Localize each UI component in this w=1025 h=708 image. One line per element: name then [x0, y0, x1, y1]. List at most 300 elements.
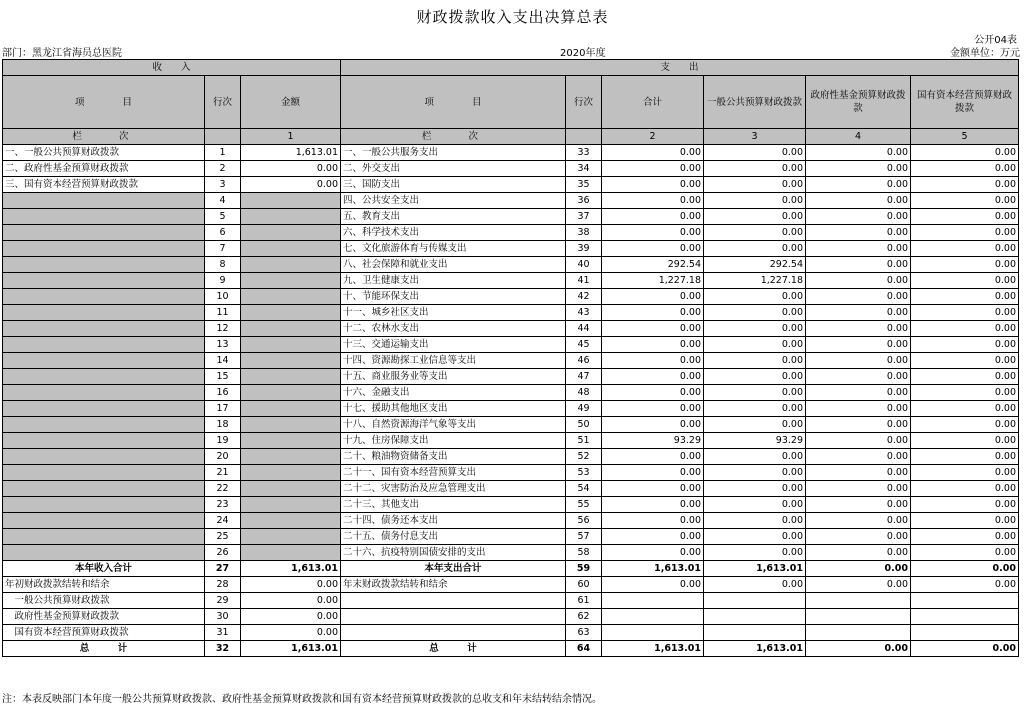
row-general-budget-amount: 0.00 [704, 289, 806, 305]
table-row [3, 577, 1019, 593]
row-total-amount: 0.00 [602, 209, 704, 225]
table-row [3, 193, 1019, 209]
row-left-item [3, 209, 205, 225]
table-row [3, 625, 1019, 641]
row-total-amount: 0.00 [602, 337, 704, 353]
row-right-item: 本年支出合计 [341, 561, 566, 577]
row-general-budget-amount: 0.00 [704, 209, 806, 225]
row-right-item: 六、科学技术支出 [341, 225, 566, 241]
row-left-amount: 0.00 [241, 593, 341, 609]
row-general-budget-amount: 0.00 [704, 241, 806, 257]
row-right-line-no: 64 [566, 641, 602, 657]
header-item-right: 项 目 [341, 76, 566, 129]
row-right-item: 十八、自然资源海洋气象等支出 [341, 417, 566, 433]
row-right-line-no: 54 [566, 481, 602, 497]
row-right-item: 一、一般公共服务支出 [341, 145, 566, 161]
header-item-left: 项 目 [3, 76, 205, 129]
row-left-line-no: 21 [205, 465, 241, 481]
table-row [3, 449, 1019, 465]
final-accounts-table [2, 59, 1019, 657]
row-gov-fund-amount: 0.00 [806, 641, 911, 657]
row-left-amount: 0.00 [241, 625, 341, 641]
row-left-line-no: 24 [205, 513, 241, 529]
row-general-budget-amount: 0.00 [704, 481, 806, 497]
row-total-amount: 292.54 [602, 257, 704, 273]
row-right-line-no: 61 [566, 593, 602, 609]
row-left-line-no: 18 [205, 417, 241, 433]
row-general-budget-amount: 0.00 [704, 369, 806, 385]
row-state-capital-amount: 0.00 [911, 513, 1019, 529]
row-left-amount [241, 545, 341, 561]
row-left-line-no: 26 [205, 545, 241, 561]
row-state-capital-amount: 0.00 [911, 225, 1019, 241]
row-total-amount: 0.00 [602, 305, 704, 321]
row-left-line-no: 9 [205, 273, 241, 289]
row-state-capital-amount: 0.00 [911, 321, 1019, 337]
row-general-budget-amount: 0.00 [704, 497, 806, 513]
row-state-capital-amount: 0.00 [911, 465, 1019, 481]
row-general-budget-amount [704, 609, 806, 625]
table-row [3, 433, 1019, 449]
row-left-line-no: 4 [205, 193, 241, 209]
row-total-amount: 0.00 [602, 161, 704, 177]
row-right-line-no: 33 [566, 145, 602, 161]
row-general-budget-amount: 1,613.01 [704, 641, 806, 657]
row-left-amount: 0.00 [241, 161, 341, 177]
table-row [3, 177, 1019, 193]
column-label-left: 栏 次 [3, 129, 205, 145]
row-left-item [3, 369, 205, 385]
row-gov-fund-amount: 0.00 [806, 193, 911, 209]
row-left-line-no: 6 [205, 225, 241, 241]
row-left-amount: 0.00 [241, 577, 341, 593]
column-number-row [3, 129, 1019, 145]
row-total-amount: 0.00 [602, 353, 704, 369]
row-state-capital-amount: 0.00 [911, 337, 1019, 353]
table-row [3, 401, 1019, 417]
row-gov-fund-amount: 0.00 [806, 209, 911, 225]
row-left-item: 一、一般公共预算财政拨款 [3, 145, 205, 161]
row-left-item [3, 305, 205, 321]
row-state-capital-amount: 0.00 [911, 257, 1019, 273]
row-state-capital-amount: 0.00 [911, 145, 1019, 161]
row-total-amount: 0.00 [602, 177, 704, 193]
column-number-2: 2 [602, 129, 704, 145]
row-total-amount: 0.00 [602, 577, 704, 593]
row-general-budget-amount: 0.00 [704, 321, 806, 337]
table-row [3, 289, 1019, 305]
row-gov-fund-amount: 0.00 [806, 449, 911, 465]
row-left-amount: 1,613.01 [241, 561, 341, 577]
row-right-item: 十五、商业服务业等支出 [341, 369, 566, 385]
row-state-capital-amount: 0.00 [911, 433, 1019, 449]
column-number-1: 1 [241, 129, 341, 145]
table-row [3, 529, 1019, 545]
row-right-line-no: 42 [566, 289, 602, 305]
row-left-amount [241, 369, 341, 385]
header-line-no-right: 行次 [566, 76, 602, 129]
row-right-item: 十七、援助其他地区支出 [341, 401, 566, 417]
department-label: 部门：黑龙江省海员总医院 [2, 48, 122, 59]
row-left-item [3, 529, 205, 545]
row-general-budget-amount: 0.00 [704, 177, 806, 193]
row-gov-fund-amount: 0.00 [806, 465, 911, 481]
row-left-line-no: 17 [205, 401, 241, 417]
row-gov-fund-amount: 0.00 [806, 577, 911, 593]
row-gov-fund-amount: 0.00 [806, 273, 911, 289]
row-right-item: 十六、金融支出 [341, 385, 566, 401]
row-state-capital-amount: 0.00 [911, 209, 1019, 225]
row-left-amount [241, 497, 341, 513]
report-title: 财政拨款收入支出决算总表 [416, 8, 609, 26]
row-general-budget-amount: 0.00 [704, 401, 806, 417]
row-left-line-no: 29 [205, 593, 241, 609]
row-total-amount: 0.00 [602, 289, 704, 305]
row-gov-fund-amount: 0.00 [806, 529, 911, 545]
footnote: 注：本表反映部门本年度一般公共预算财政拨款、政府性基金预算财政拨款和国有资本经营预算财政拨款的总收支和年末结转结余情况。 [2, 694, 602, 705]
row-right-line-no: 60 [566, 577, 602, 593]
row-general-budget-amount: 0.00 [704, 545, 806, 561]
row-right-item: 二十二、灾害防治及应急管理支出 [341, 481, 566, 497]
row-right-line-no: 43 [566, 305, 602, 321]
row-left-amount [241, 417, 341, 433]
table-row [3, 609, 1019, 625]
row-right-item: 十九、住房保障支出 [341, 433, 566, 449]
row-left-amount [241, 465, 341, 481]
row-state-capital-amount: 0.00 [911, 177, 1019, 193]
row-left-line-no: 12 [205, 321, 241, 337]
row-gov-fund-amount: 0.00 [806, 513, 911, 529]
table-row [3, 225, 1019, 241]
column-blank-left [205, 129, 241, 145]
header-gov-fund: 政府性基金预算财政拨款 [806, 76, 911, 129]
report-meta [2, 44, 1020, 58]
row-left-amount [241, 481, 341, 497]
row-left-amount: 1,613.01 [241, 641, 341, 657]
table-row [3, 209, 1019, 225]
row-gov-fund-amount: 0.00 [806, 305, 911, 321]
table-row [3, 481, 1019, 497]
row-total-amount: 1,613.01 [602, 641, 704, 657]
row-left-item [3, 273, 205, 289]
row-left-item [3, 257, 205, 273]
row-gov-fund-amount: 0.00 [806, 177, 911, 193]
row-gov-fund-amount: 0.00 [806, 481, 911, 497]
row-left-line-no: 32 [205, 641, 241, 657]
row-state-capital-amount [911, 625, 1019, 641]
header-total: 合计 [602, 76, 704, 129]
column-number-5: 5 [911, 129, 1019, 145]
row-left-item [3, 481, 205, 497]
row-general-budget-amount: 0.00 [704, 385, 806, 401]
row-right-item: 十三、交通运输支出 [341, 337, 566, 353]
row-total-amount [602, 625, 704, 641]
row-right-line-no: 52 [566, 449, 602, 465]
row-left-line-no: 1 [205, 145, 241, 161]
row-right-line-no: 56 [566, 513, 602, 529]
table-row [3, 545, 1019, 561]
row-total-amount: 0.00 [602, 193, 704, 209]
row-left-amount [241, 289, 341, 305]
column-blank-right [566, 129, 602, 145]
row-general-budget-amount: 0.00 [704, 449, 806, 465]
row-left-amount: 1,613.01 [241, 145, 341, 161]
row-gov-fund-amount: 0.00 [806, 337, 911, 353]
row-left-item [3, 497, 205, 513]
row-state-capital-amount: 0.00 [911, 273, 1019, 289]
row-left-line-no: 25 [205, 529, 241, 545]
row-right-item: 十、节能环保支出 [341, 289, 566, 305]
row-general-budget-amount: 0.00 [704, 161, 806, 177]
row-state-capital-amount: 0.00 [911, 193, 1019, 209]
row-right-line-no: 37 [566, 209, 602, 225]
row-left-item [3, 513, 205, 529]
row-general-budget-amount: 0.00 [704, 577, 806, 593]
row-left-item [3, 465, 205, 481]
row-total-amount: 1,227.18 [602, 273, 704, 289]
row-right-item [341, 625, 566, 641]
row-left-item: 三、国有资本经营预算财政拨款 [3, 177, 205, 193]
row-total-amount: 0.00 [602, 401, 704, 417]
row-left-amount [241, 353, 341, 369]
row-right-line-no: 40 [566, 257, 602, 273]
row-general-budget-amount: 0.00 [704, 417, 806, 433]
table-row [3, 593, 1019, 609]
row-general-budget-amount: 0.00 [704, 353, 806, 369]
table-row [3, 145, 1019, 161]
row-general-budget-amount: 0.00 [704, 225, 806, 241]
row-left-line-no: 11 [205, 305, 241, 321]
row-state-capital-amount: 0.00 [911, 353, 1019, 369]
row-left-amount [241, 321, 341, 337]
row-right-line-no: 41 [566, 273, 602, 289]
form-number: 公开04表 [974, 35, 1017, 46]
column-number-3: 3 [704, 129, 806, 145]
row-left-amount [241, 209, 341, 225]
column-label-right: 栏 次 [341, 129, 566, 145]
row-general-budget-amount: 1,613.01 [704, 561, 806, 577]
row-left-line-no: 28 [205, 577, 241, 593]
row-general-budget-amount: 0.00 [704, 465, 806, 481]
row-right-line-no: 45 [566, 337, 602, 353]
row-left-item: 一般公共预算财政拨款 [3, 593, 205, 609]
row-right-item: 八、社会保障和就业支出 [341, 257, 566, 273]
row-state-capital-amount: 0.00 [911, 161, 1019, 177]
row-left-item: 本年收入合计 [3, 561, 205, 577]
table-row [3, 353, 1019, 369]
row-general-budget-amount [704, 625, 806, 641]
row-right-item: 九、卫生健康支出 [341, 273, 566, 289]
row-right-item: 十一、城乡社区支出 [341, 305, 566, 321]
table-row [3, 465, 1019, 481]
column-header-row [3, 76, 1019, 129]
table-row [3, 641, 1019, 657]
header-general-budget: 一般公共预算财政拨款 [704, 76, 806, 129]
row-left-amount [241, 337, 341, 353]
table-row [3, 257, 1019, 273]
row-total-amount: 0.00 [602, 513, 704, 529]
row-total-amount: 0.00 [602, 241, 704, 257]
row-left-item [3, 225, 205, 241]
row-right-line-no: 46 [566, 353, 602, 369]
row-left-line-no: 13 [205, 337, 241, 353]
header-state-capital: 国有资本经营预算财政拨款 [911, 76, 1019, 129]
row-left-amount [241, 433, 341, 449]
row-gov-fund-amount [806, 625, 911, 641]
row-left-amount [241, 529, 341, 545]
row-state-capital-amount: 0.00 [911, 481, 1019, 497]
row-right-item: 四、公共安全支出 [341, 193, 566, 209]
row-left-amount [241, 257, 341, 273]
row-total-amount: 0.00 [602, 449, 704, 465]
row-left-line-no: 31 [205, 625, 241, 641]
row-left-line-no: 19 [205, 433, 241, 449]
row-left-item [3, 337, 205, 353]
row-left-line-no: 20 [205, 449, 241, 465]
row-left-line-no: 7 [205, 241, 241, 257]
row-right-line-no: 38 [566, 225, 602, 241]
row-left-line-no: 8 [205, 257, 241, 273]
row-left-item [3, 193, 205, 209]
row-left-item: 总 计 [3, 641, 205, 657]
row-left-amount: 0.00 [241, 609, 341, 625]
table-row [3, 417, 1019, 433]
row-gov-fund-amount: 0.00 [806, 497, 911, 513]
row-left-amount [241, 305, 341, 321]
row-state-capital-amount: 0.00 [911, 449, 1019, 465]
table-row [3, 273, 1019, 289]
row-state-capital-amount: 0.00 [911, 545, 1019, 561]
table-row [3, 337, 1019, 353]
row-total-amount: 0.00 [602, 369, 704, 385]
row-left-line-no: 2 [205, 161, 241, 177]
row-right-item: 二、外交支出 [341, 161, 566, 177]
row-state-capital-amount: 0.00 [911, 289, 1019, 305]
row-right-line-no: 47 [566, 369, 602, 385]
row-left-item [3, 417, 205, 433]
row-gov-fund-amount [806, 609, 911, 625]
row-left-item [3, 289, 205, 305]
row-total-amount: 1,613.01 [602, 561, 704, 577]
row-left-line-no: 16 [205, 385, 241, 401]
row-right-item: 三、国防支出 [341, 177, 566, 193]
row-right-line-no: 50 [566, 417, 602, 433]
row-left-item: 二、政府性基金预算财政拨款 [3, 161, 205, 177]
row-gov-fund-amount: 0.00 [806, 161, 911, 177]
row-state-capital-amount: 0.00 [911, 417, 1019, 433]
amount-unit-label: 金额单位：万元 [950, 48, 1020, 59]
row-right-line-no: 51 [566, 433, 602, 449]
table-row [3, 241, 1019, 257]
row-general-budget-amount: 0.00 [704, 529, 806, 545]
row-left-line-no: 10 [205, 289, 241, 305]
row-state-capital-amount: 0.00 [911, 305, 1019, 321]
row-total-amount: 0.00 [602, 321, 704, 337]
row-right-line-no: 59 [566, 561, 602, 577]
row-right-line-no: 55 [566, 497, 602, 513]
row-gov-fund-amount: 0.00 [806, 145, 911, 161]
expense-section-header: 支 出 [341, 60, 1019, 76]
table-row [3, 161, 1019, 177]
header-line-no-left: 行次 [205, 76, 241, 129]
row-state-capital-amount: 0.00 [911, 561, 1019, 577]
section-header-row [3, 60, 1019, 76]
row-left-line-no: 5 [205, 209, 241, 225]
row-gov-fund-amount: 0.00 [806, 257, 911, 273]
row-gov-fund-amount: 0.00 [806, 417, 911, 433]
column-number-4: 4 [806, 129, 911, 145]
table-row [3, 305, 1019, 321]
row-total-amount: 0.00 [602, 225, 704, 241]
row-gov-fund-amount: 0.00 [806, 385, 911, 401]
fiscal-year-label: 2020年度 [560, 48, 606, 59]
row-left-line-no: 3 [205, 177, 241, 193]
row-gov-fund-amount [806, 593, 911, 609]
row-right-item: 二十一、国有资本经营预算支出 [341, 465, 566, 481]
row-right-line-no: 58 [566, 545, 602, 561]
row-left-line-no: 27 [205, 561, 241, 577]
row-left-amount [241, 449, 341, 465]
row-gov-fund-amount: 0.00 [806, 369, 911, 385]
row-gov-fund-amount: 0.00 [806, 561, 911, 577]
row-left-amount [241, 225, 341, 241]
row-right-item: 年末财政拨款结转和结余 [341, 577, 566, 593]
row-right-item: 二十四、债务还本支出 [341, 513, 566, 529]
row-right-item: 二十三、其他支出 [341, 497, 566, 513]
row-gov-fund-amount: 0.00 [806, 225, 911, 241]
row-left-item: 政府性基金预算财政拨款 [3, 609, 205, 625]
row-general-budget-amount: 0.00 [704, 145, 806, 161]
row-total-amount [602, 609, 704, 625]
row-right-item: 二十六、抗疫特别国债安排的支出 [341, 545, 566, 561]
row-gov-fund-amount: 0.00 [806, 321, 911, 337]
header-amount: 金额 [241, 76, 341, 129]
row-right-line-no: 57 [566, 529, 602, 545]
row-left-line-no: 23 [205, 497, 241, 513]
row-right-item: 二十五、债务付息支出 [341, 529, 566, 545]
row-total-amount [602, 593, 704, 609]
row-state-capital-amount: 0.00 [911, 577, 1019, 593]
row-left-amount [241, 273, 341, 289]
row-left-line-no: 30 [205, 609, 241, 625]
row-right-line-no: 39 [566, 241, 602, 257]
row-left-item: 年初财政拨款结转和结余 [3, 577, 205, 593]
row-right-line-no: 34 [566, 161, 602, 177]
row-general-budget-amount: 0.00 [704, 513, 806, 529]
row-state-capital-amount: 0.00 [911, 369, 1019, 385]
row-right-line-no: 49 [566, 401, 602, 417]
row-left-item: 国有资本经营预算财政拨款 [3, 625, 205, 641]
row-total-amount: 93.29 [602, 433, 704, 449]
row-left-amount [241, 401, 341, 417]
row-total-amount: 0.00 [602, 465, 704, 481]
row-right-line-no: 62 [566, 609, 602, 625]
row-right-item: 七、文化旅游体育与传媒支出 [341, 241, 566, 257]
row-left-item [3, 401, 205, 417]
row-left-item [3, 449, 205, 465]
row-state-capital-amount: 0.00 [911, 529, 1019, 545]
row-gov-fund-amount: 0.00 [806, 401, 911, 417]
table-row [3, 497, 1019, 513]
row-right-item [341, 593, 566, 609]
row-total-amount: 0.00 [602, 529, 704, 545]
income-section-header: 收 入 [3, 60, 341, 76]
row-left-item [3, 241, 205, 257]
row-general-budget-amount: 0.00 [704, 337, 806, 353]
row-left-amount [241, 513, 341, 529]
row-general-budget-amount: 292.54 [704, 257, 806, 273]
row-left-amount: 0.00 [241, 177, 341, 193]
